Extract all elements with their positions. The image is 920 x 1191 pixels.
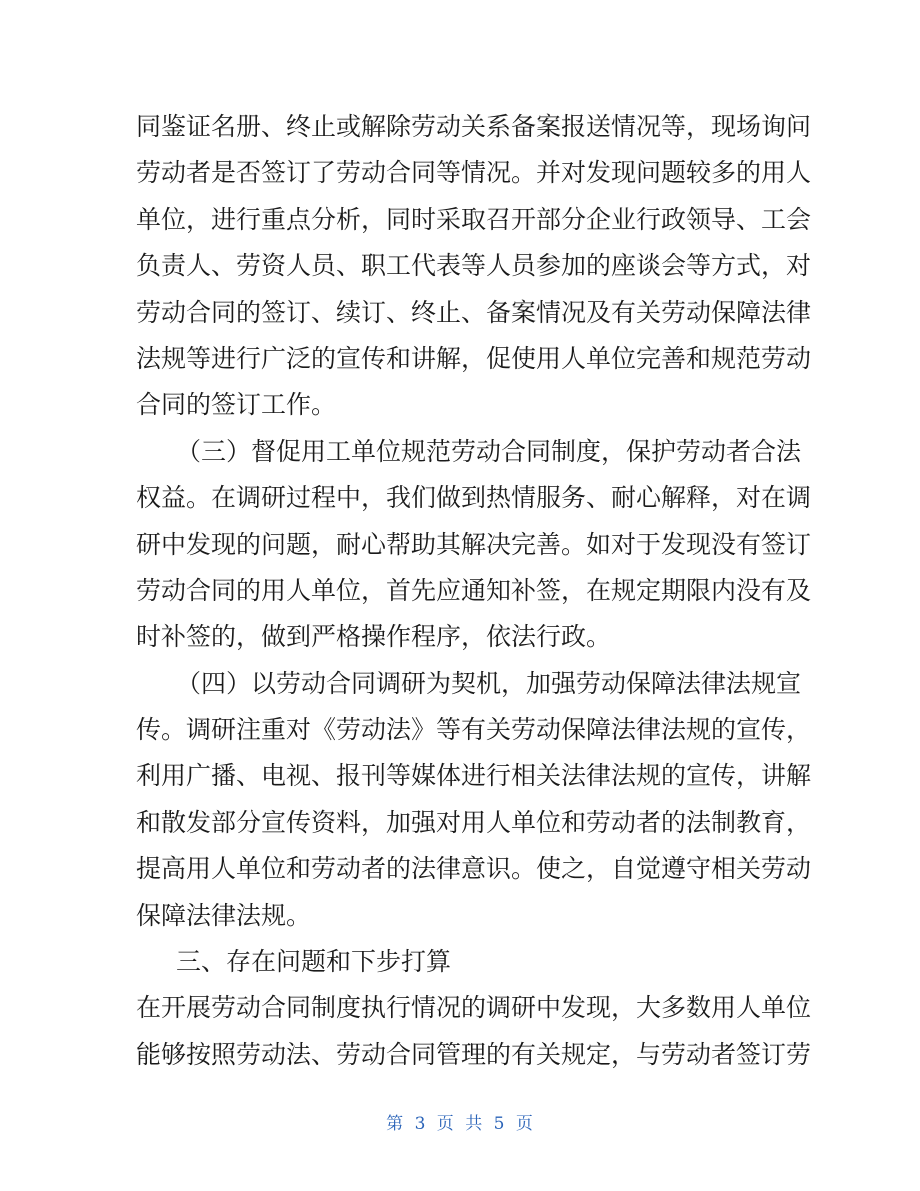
- text-line: 利用广播、电视、报刊等媒体进行相关法律法规的宣传，讲解: [136, 761, 812, 791]
- text-line: 劳动者是否签订了劳动合同等情况。并对发现问题较多的用人: [136, 158, 812, 188]
- text-line: 负责人、劳资人员、职工代表等人员参加的座谈会等方式，对: [136, 251, 812, 281]
- text-line: 保障法律法规。: [136, 900, 312, 930]
- text-line: 单位，进行重点分析，同时采取召开部分企业行政领导、工会: [136, 204, 812, 234]
- text-line: 劳动合同的用人单位，首先应通知补签，在规定期限内没有及: [136, 575, 812, 605]
- document-body: [136, 104, 812, 1078]
- section-heading-line: （四）以劳动合同调研为契机，加强劳动保障法律法规宣: [176, 668, 802, 698]
- text-line: 法规等进行广泛的宣传和讲解，促使用人单位完善和规范劳动: [136, 343, 812, 373]
- text-line: 和散发部分宣传资料，加强对用人单位和劳动者的法制教育，: [136, 807, 812, 837]
- page-number-footer: 第 3 页 共 5 页: [386, 1114, 534, 1134]
- text-line: 权益。在调研过程中，我们做到热情服务、耐心解释，对在调: [136, 483, 812, 513]
- section-title: 三、存在问题和下步打算: [176, 947, 452, 977]
- text-line: 合同的签订工作。: [136, 390, 337, 420]
- text-line: 劳动合同的签订、续订、终止、备案情况及有关劳动保障法律: [136, 297, 812, 327]
- text-line: 同鉴证名册、终止或解除劳动关系备案报送情况等，现场询问: [136, 112, 812, 141]
- text-line: 能够按照劳动法、劳动合同管理的有关规定，与劳动者签订劳: [136, 1039, 812, 1069]
- text-line: 研中发现的问题，耐心帮助其解决完善。如对于发现没有签订: [136, 529, 812, 559]
- section-heading-line: （三）督促用工单位规范劳动合同制度，保护劳动者合法: [176, 436, 802, 466]
- text-line: 时补签的，做到严格操作程序，依法行政。: [136, 622, 612, 652]
- text-line: 在开展劳动合同制度执行情况的调研中发现，大多数用人单位: [136, 993, 812, 1023]
- text-line: 提高用人单位和劳动者的法律意识。使之，自觉遵守相关劳动: [136, 854, 812, 884]
- text-line: 传。调研注重对《劳动法》等有关劳动保障法律法规的宣传，: [136, 715, 812, 745]
